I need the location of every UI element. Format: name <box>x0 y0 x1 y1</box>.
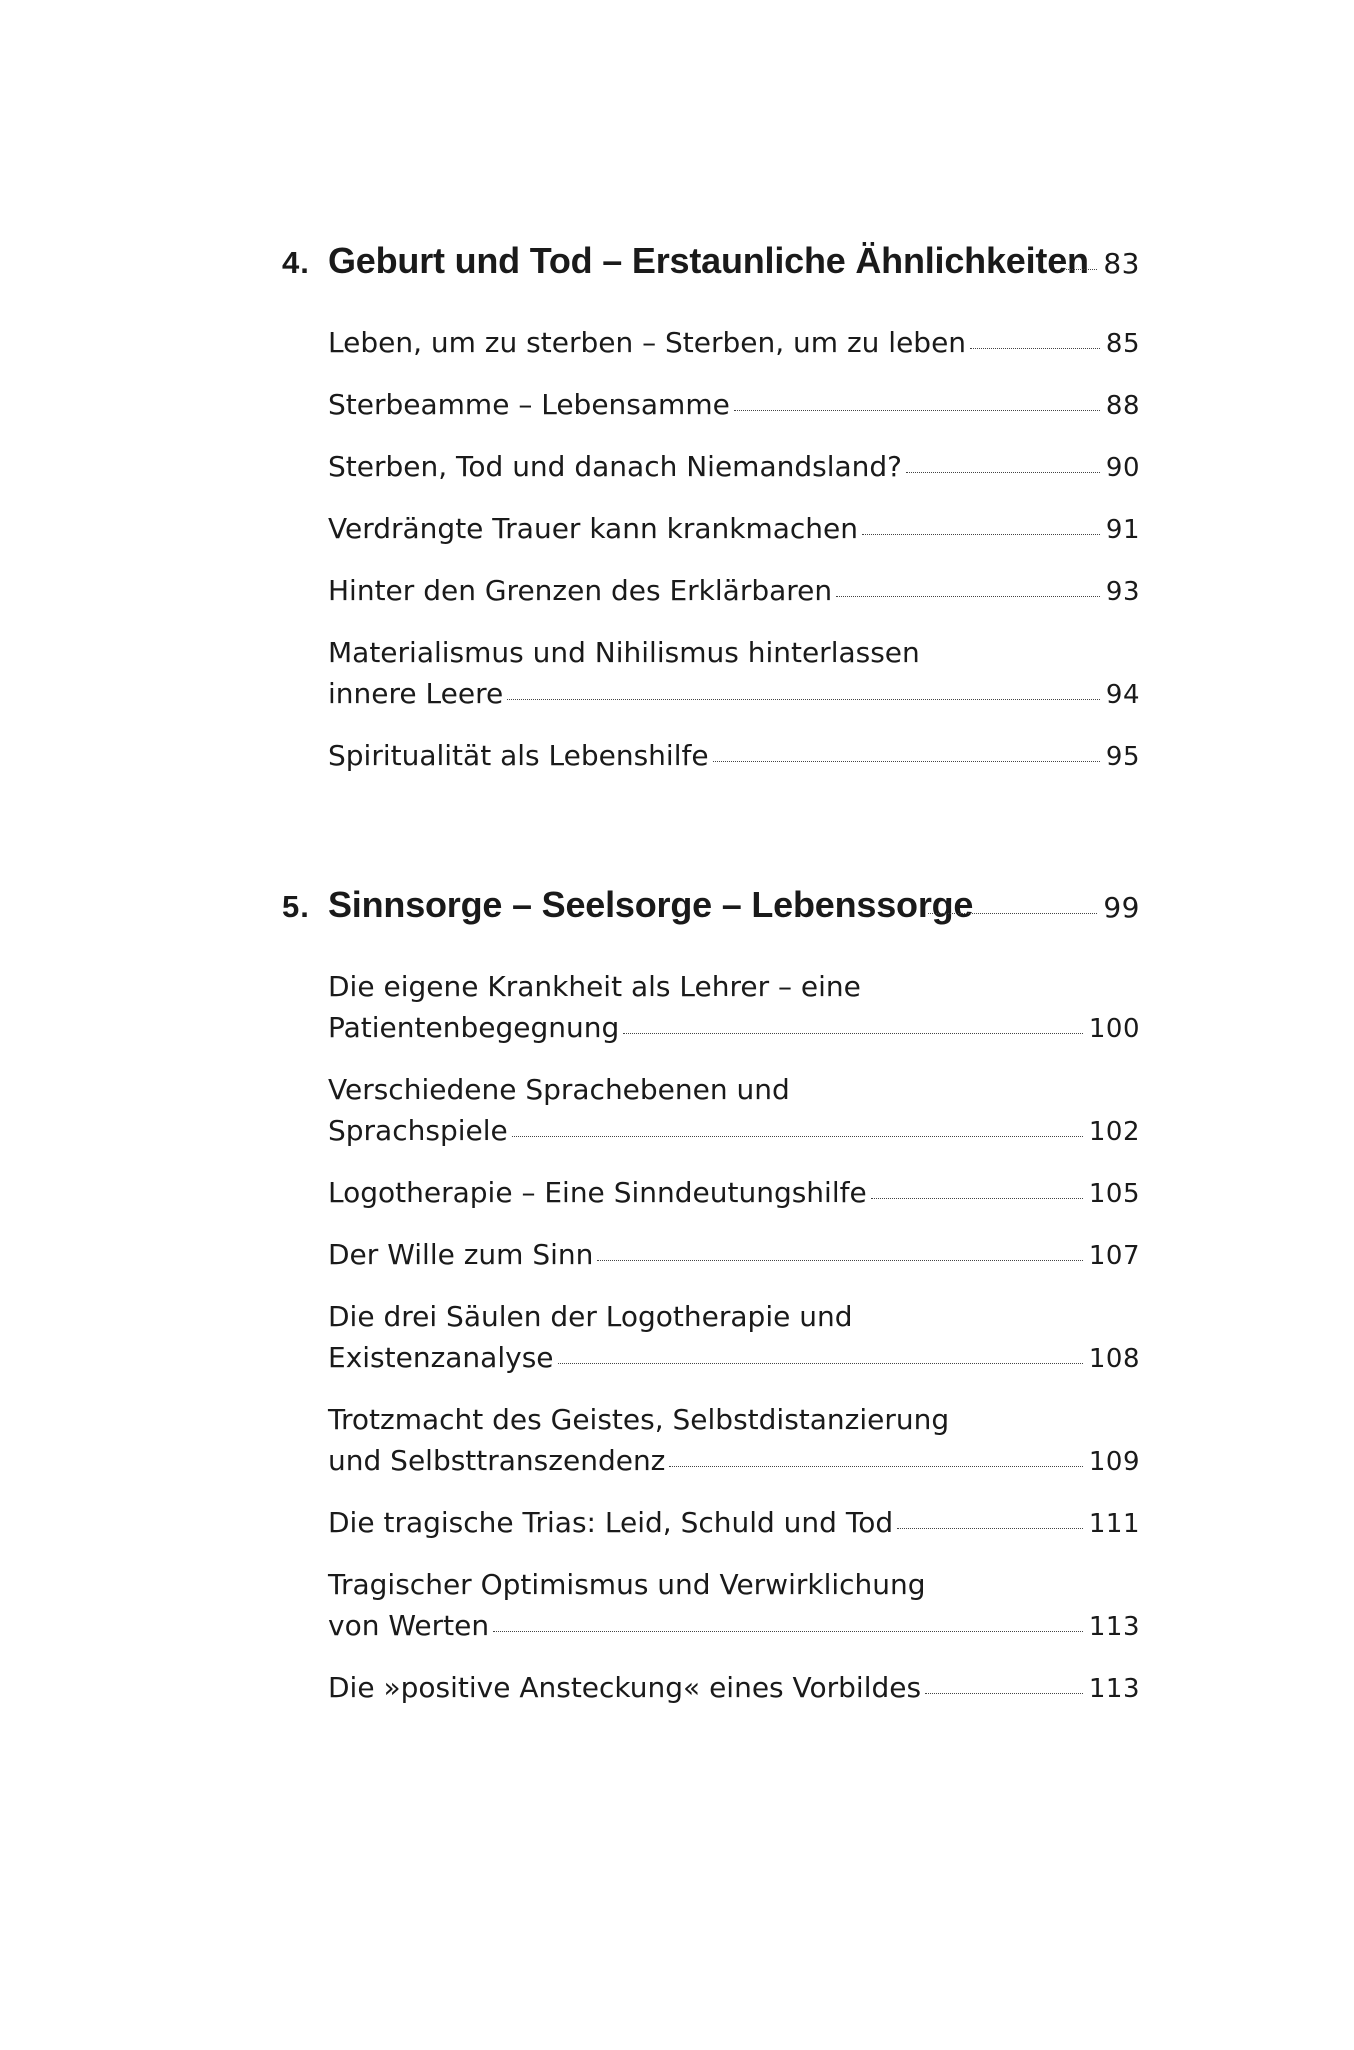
entry-title-line1: Die eigene Krankheit als Lehrer – eine <box>328 970 861 1003</box>
toc-entry[interactable] <box>328 1502 1140 1545</box>
entry-title-line1: Materialismus und Nihilismus hinterlassen <box>328 636 920 669</box>
dot-leader <box>597 1259 1082 1261</box>
entry-page-number: 113 <box>1088 1674 1140 1704</box>
toc-entry[interactable] <box>328 966 1140 1050</box>
entry-title: Spiritualität als Lebenshilfe <box>328 739 709 772</box>
entry-title: Sterben, Tod und danach Niemandsland? <box>328 450 903 483</box>
dot-leader <box>836 595 1100 597</box>
entry-page-number: 93 <box>1105 577 1140 607</box>
chapter-title: Sinnsorge – Seelsorge – Lebenssorge <box>328 884 974 925</box>
dot-leader <box>713 760 1100 762</box>
dot-leader <box>906 471 1100 473</box>
toc-entry[interactable] <box>328 446 1140 489</box>
entry-title: Die tragische Trias: Leid, Schuld und Tod <box>328 1506 894 1539</box>
entry-page-number: 102 <box>1088 1117 1140 1147</box>
chapter-4 <box>282 240 1140 797</box>
toc-entry[interactable] <box>328 570 1140 613</box>
chapter-heading[interactable] <box>282 884 1140 944</box>
toc-entry[interactable] <box>328 322 1140 365</box>
entry-title: Der Wille zum Sinn <box>328 1238 594 1271</box>
entry-page-number: 100 <box>1088 1014 1140 1044</box>
entry-title-line1: Tragischer Optimismus und Verwirklichung <box>328 1568 926 1601</box>
dot-leader <box>512 1135 1083 1137</box>
dot-leader <box>871 1197 1083 1199</box>
entry-page-number: 108 <box>1088 1344 1140 1374</box>
dot-leader <box>925 1692 1083 1694</box>
dot-leader <box>734 409 1100 411</box>
chapter-page-number: 99 <box>1103 891 1140 924</box>
dot-leader <box>897 1527 1083 1529</box>
entry-page-number: 85 <box>1105 329 1140 359</box>
entry-title: Patientenbegegnung <box>328 1011 620 1044</box>
chapter-5 <box>282 884 1140 1729</box>
entry-page-number: 105 <box>1088 1179 1140 1209</box>
chapter-entries <box>328 966 1140 1710</box>
dot-leader <box>1064 268 1097 270</box>
toc-entry[interactable] <box>328 1234 1140 1277</box>
entry-title: innere Leere <box>328 677 504 710</box>
entry-title: Leben, um zu sterben – Sterben, um zu leben <box>328 326 967 359</box>
toc-entry[interactable] <box>328 1296 1140 1380</box>
toc-entry[interactable] <box>328 735 1140 778</box>
entry-title: Sprachspiele <box>328 1114 508 1147</box>
entry-page-number: 91 <box>1105 515 1140 545</box>
entry-title: Die »positive Ansteckung« eines Vorbildes <box>328 1671 922 1704</box>
dot-leader <box>669 1465 1082 1467</box>
entry-title: Sterbeamme – Lebensamme <box>328 388 730 421</box>
chapter-entries <box>328 322 1140 778</box>
entry-page-number: 94 <box>1105 680 1140 710</box>
entry-title-line1: Verschiedene Sprachebenen und <box>328 1073 790 1106</box>
toc-entry[interactable] <box>328 632 1140 716</box>
entry-page-number: 113 <box>1088 1612 1140 1642</box>
toc-entry[interactable] <box>328 1564 1140 1648</box>
toc-entry[interactable] <box>328 384 1140 427</box>
entry-page-number: 95 <box>1105 742 1140 772</box>
dot-leader <box>558 1362 1083 1364</box>
dot-leader <box>928 912 1097 914</box>
entry-title: und Selbsttranszendenz <box>328 1444 666 1477</box>
entry-page-number: 111 <box>1088 1509 1140 1539</box>
entry-title: von Werten <box>328 1609 490 1642</box>
entry-title: Hinter den Grenzen des Erklärbaren <box>328 574 833 607</box>
entry-page-number: 107 <box>1088 1241 1140 1271</box>
toc-entry[interactable] <box>328 1667 1140 1710</box>
entry-title: Verdrängte Trauer kann krankmachen <box>328 512 859 545</box>
chapter-page-number: 83 <box>1103 247 1140 280</box>
chapter-number: 4. <box>282 245 310 280</box>
dot-leader <box>623 1032 1083 1034</box>
entry-page-number: 109 <box>1088 1447 1140 1477</box>
entry-page-number: 88 <box>1105 391 1140 421</box>
chapter-title: Geburt und Tod – Erstaunliche Ähnlichkeiten <box>328 240 1089 281</box>
toc-entry[interactable] <box>328 508 1140 551</box>
chapter-heading[interactable] <box>282 240 1140 300</box>
entry-page-number: 90 <box>1105 453 1140 483</box>
dot-leader <box>493 1630 1083 1632</box>
dot-leader <box>970 347 1100 349</box>
toc-entry[interactable] <box>328 1399 1140 1483</box>
dot-leader <box>862 533 1100 535</box>
entry-title-line1: Trotzmacht des Geistes, Selbstdistanzierung <box>328 1403 950 1436</box>
entry-title-line1: Die drei Säulen der Logotherapie und <box>328 1300 853 1333</box>
entry-title: Logotherapie – Eine Sinndeutungshilfe <box>328 1176 867 1209</box>
entry-title: Existenzanalyse <box>328 1341 554 1374</box>
dot-leader <box>507 698 1100 700</box>
chapter-number: 5. <box>282 889 310 924</box>
toc-entry[interactable] <box>328 1069 1140 1153</box>
toc-entry[interactable] <box>328 1172 1140 1215</box>
